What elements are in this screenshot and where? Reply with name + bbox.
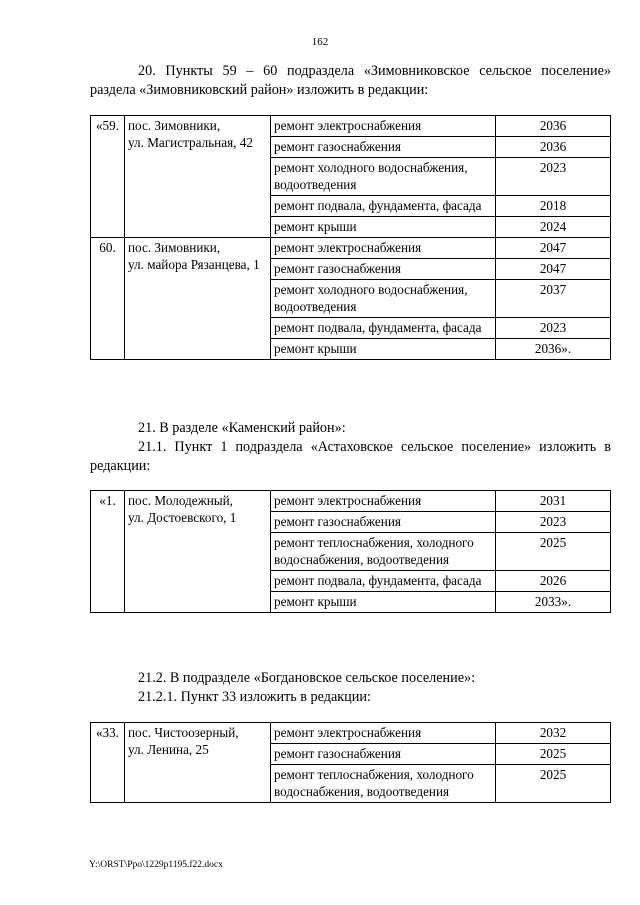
work-year: 2036 <box>496 137 611 158</box>
work-year: 2031 <box>496 491 611 512</box>
work-year: 2023 <box>496 318 611 339</box>
work-type: ремонт газоснабжения <box>271 512 496 533</box>
item-address: пос. Зимовники, ул. майора Рязанцева, 1 <box>125 238 271 360</box>
item-address: пос. Чистоозерный, ул. Ленина, 25 <box>125 723 271 803</box>
item-number: «1. <box>91 491 125 613</box>
work-type: ремонт электроснабжения <box>271 238 496 259</box>
item-address: пос. Молодежный, ул. Достоевского, 1 <box>125 491 271 613</box>
item-number: 60. <box>91 238 125 360</box>
work-type: ремонт крыши <box>271 592 496 613</box>
work-type: ремонт крыши <box>271 217 496 238</box>
table-zimovniki <box>90 115 611 360</box>
table-molodezhny <box>90 490 611 613</box>
work-type: ремонт теплоснабжения, холодного водоснабжения, водоотведения <box>271 533 496 571</box>
work-type: ремонт теплоснабжения, холодного водоснабжения, водоотведения <box>271 765 496 803</box>
page-number: 162 <box>311 36 329 48</box>
work-year: 2026 <box>496 571 611 592</box>
table-row <box>91 238 611 259</box>
section-20-text: 20. Пункты 59 – 60 подраздела «Зимовниковское сельское поселение» раздела «Зимовниковский район» изложить в редакции: <box>90 63 611 98</box>
work-year: 2025 <box>496 533 611 571</box>
work-year: 2037 <box>496 280 611 318</box>
table-row <box>91 491 611 512</box>
item-number: «59. <box>91 116 125 238</box>
work-type: ремонт электроснабжения <box>271 116 496 137</box>
section-21-text: 21. В разделе «Каменский район»: <box>138 420 346 436</box>
section-21-1-text: 21.1. Пункт 1 подраздела «Астаховское сельское поселение» изложить в редакции: <box>90 439 611 474</box>
work-year: 2024 <box>496 217 611 238</box>
item-address: пос. Зимовники, ул. Магистральная, 42 <box>125 116 271 238</box>
work-year: 2023 <box>496 512 611 533</box>
work-year: 2025 <box>496 765 611 803</box>
work-type: ремонт электроснабжения <box>271 723 496 744</box>
work-year: 2018 <box>496 196 611 217</box>
table-chistoozerny <box>90 722 611 803</box>
work-type: ремонт подвала, фундамента, фасада <box>271 196 496 217</box>
work-type: ремонт подвала, фундамента, фасада <box>271 318 496 339</box>
table-row <box>91 723 611 744</box>
work-year: 2023 <box>496 158 611 196</box>
section-21-2-1-text: 21.2.1. Пункт 33 изложить в редакции: <box>138 689 371 705</box>
work-type: ремонт электроснабжения <box>271 491 496 512</box>
section-21-2-text: 21.2. В подразделе «Богдановское сельское поселение»: <box>138 670 476 686</box>
item-number: «33. <box>91 723 125 803</box>
work-year: 2033». <box>496 592 611 613</box>
work-year: 2032 <box>496 723 611 744</box>
work-year: 2036». <box>496 339 611 360</box>
work-year: 2036 <box>496 116 611 137</box>
work-type: ремонт газоснабжения <box>271 744 496 765</box>
work-type: ремонт газоснабжения <box>271 137 496 158</box>
work-year: 2047 <box>496 238 611 259</box>
work-type: ремонт подвала, фундамента, фасада <box>271 571 496 592</box>
work-year: 2047 <box>496 259 611 280</box>
work-type: ремонт крыши <box>271 339 496 360</box>
work-type: ремонт холодного водоснабжения, водоотведения <box>271 280 496 318</box>
file-path-footer: Y:\ORST\Ppo\1229p1195.f22.docx <box>89 860 223 870</box>
work-type: ремонт газоснабжения <box>271 259 496 280</box>
work-year: 2025 <box>496 744 611 765</box>
work-type: ремонт холодного водоснабжения, водоотведения <box>271 158 496 196</box>
table-row <box>91 116 611 137</box>
